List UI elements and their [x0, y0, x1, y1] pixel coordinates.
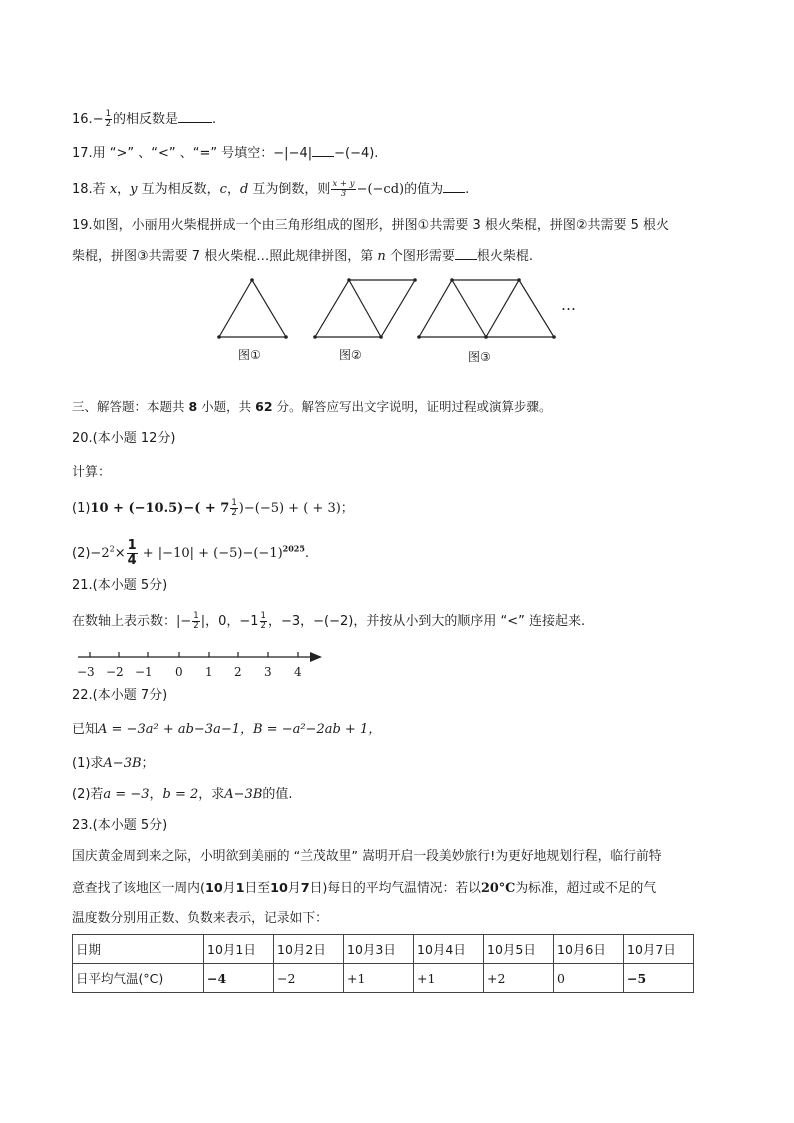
question-20-part-2: $(2)-2^2\times$ $\frac{1}{4}$ + $|-10| + (-5)-(-1)^{2025}$.	[72, 538, 310, 568]
question-23-paragraph-2: 意查找了该地区一周内(10月1日至10月7日)每日的平均气温情况：若以20°C为标准，超过或不足的气	[72, 881, 657, 896]
table-cell: 10月1日	[204, 935, 274, 964]
fraction: $\frac{1}{4}$	[127, 538, 137, 568]
table-row	[73, 964, 694, 993]
matchstick-figures	[0, 270, 794, 370]
question-20-header: 20.(本小题 12分)	[72, 431, 176, 446]
fraction: $\frac{x + y}{3}$	[332, 179, 355, 199]
question-23-paragraph-3: 温度数分别用正数、负数来表示，记录如下：	[72, 911, 328, 926]
question-19-line-1: 19.如图，小丽用火柴棍拼成一个由三角形组成的图形，拼图①共需要 3 根火柴棍，拼图②共需要 5 根火	[72, 218, 670, 233]
answer-blank	[312, 156, 334, 157]
question-20-part-1: (1)10 + (−10.5)−( + 7 $\frac{1}{2}$ )−(−5) + ( + 3)；	[72, 498, 354, 518]
question-21-header: 21.(本小题 5分)	[72, 578, 168, 593]
question-23-header: 23.(本小题 5分)	[72, 818, 168, 833]
figure-1-label: 图①	[238, 348, 261, 362]
table-cell: 10月3日	[344, 935, 414, 964]
table-cell: 0	[554, 964, 624, 993]
figure-3-shape	[419, 280, 554, 337]
temperature-table	[72, 934, 694, 993]
table-header-cell: 日期	[73, 935, 204, 964]
question-18: 18.若 x，y 互为相反数，c，d 互为倒数，则 $\frac{x + y}{3}$ −(−cd)的值为 .	[72, 179, 470, 199]
table-cell: +2	[484, 964, 554, 993]
question-21-text: 在数轴上表示数：|− $\frac{1}{2}$ |，0，−1 $\frac{1}{2}$ ，−3，−(−2)，并按从小到大的顺序用 “<” 连接起来.	[72, 611, 586, 631]
question-22-header: 22.(本小题 7分)	[72, 688, 168, 703]
table-cell: −5	[624, 964, 694, 993]
table-header-cell: 日平均气温(°C)	[73, 964, 204, 993]
axis-tick-label: 4	[294, 665, 302, 679]
figure-2-label: 图②	[339, 348, 362, 362]
question-19-line-2: 柴棍，拼图③共需要 7 根火柴棍…照此规律拼图，第 n 个图形需要 根火柴棍.	[72, 249, 533, 264]
table-cell: 10月7日	[624, 935, 694, 964]
axis-tick-label: 0	[175, 665, 183, 679]
section-3-header: 三、解答题：本题共 8 小题，共 62 分。解答应写出文字说明，证明过程或演算步骤。	[72, 399, 552, 414]
answer-blank	[455, 259, 477, 260]
table-cell: +1	[344, 964, 414, 993]
axis-tick-label: 3	[264, 665, 272, 679]
question-22-part-2: (2)若a = −3，b = 2，求A−3B的值.	[72, 787, 293, 802]
question-23-paragraph-1: 国庆黄金周到来之际，小明欲到美丽的 “兰茂故里” 嵩明开启一段美妙旅行!为更好地规划行程，临行前特	[72, 849, 662, 864]
question-17: 17.用 “>” 、“<” 、“=” 号填空：−|−4| −(−4).	[72, 146, 379, 161]
fraction: $\frac{1}{2}$	[193, 611, 199, 631]
axis-tick-label: −3	[77, 665, 95, 679]
question-20-intro: 计算：	[72, 465, 112, 480]
axis-tick-label: 1	[205, 665, 213, 679]
table-cell: 10月6日	[554, 935, 624, 964]
table-cell: −2	[274, 964, 344, 993]
axis-tick-label: 2	[234, 665, 242, 679]
arrow-icon	[310, 652, 322, 662]
question-22-part-1: (1)求A−3B；	[72, 756, 155, 771]
axis-tick-label: −1	[135, 665, 153, 679]
answer-blank	[443, 192, 465, 193]
question-22-given: 已知A = −3a² + ab−3a−1，B = −a²−2ab + 1，	[72, 722, 382, 737]
table-cell: +1	[414, 964, 484, 993]
figure-1-triangle	[219, 280, 286, 337]
table-row	[73, 935, 694, 964]
fraction: $\frac{1}{2}$	[231, 498, 237, 518]
figure-3-label: 图③	[468, 350, 491, 364]
answer-blank	[178, 122, 212, 123]
fraction: $\frac{1}{2}$	[105, 109, 112, 129]
ellipsis: …	[561, 296, 576, 314]
question-16: 16.− $\frac{1}{2}$ 的相反数是 .	[72, 109, 217, 129]
question-number: 16.	[72, 112, 93, 127]
table-cell: 10月4日	[414, 935, 484, 964]
table-cell: −4	[204, 964, 274, 993]
table-cell: 10月5日	[484, 935, 554, 964]
axis-tick-label: −2	[106, 665, 124, 679]
fraction: $\frac{1}{2}$	[260, 611, 266, 631]
table-cell: 10月2日	[274, 935, 344, 964]
